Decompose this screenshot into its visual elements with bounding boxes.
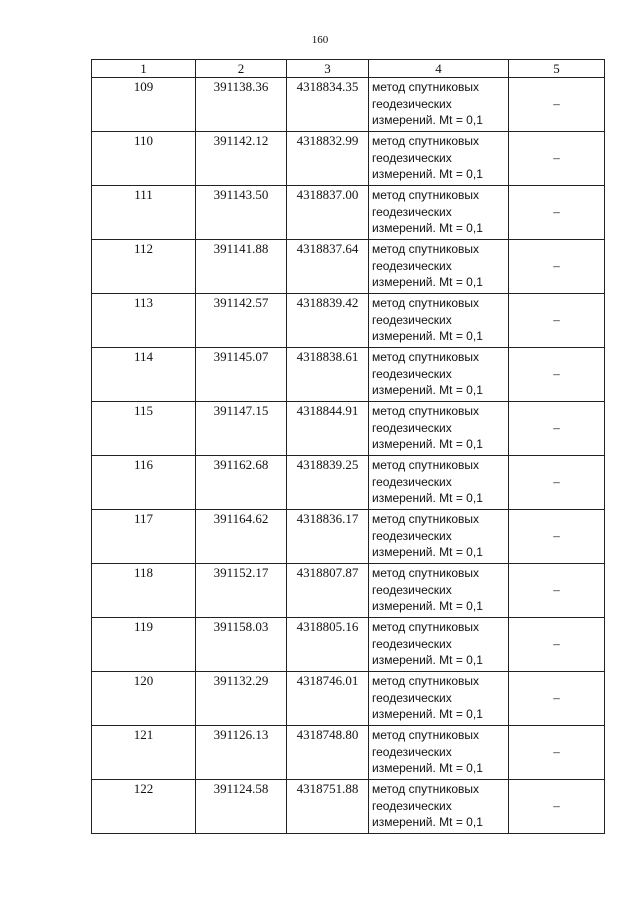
method-line: измерений. Mt = 0,1 [372, 275, 483, 289]
method-cell [369, 726, 509, 780]
point-number-cell: 121 [92, 726, 196, 780]
note-cell: – [509, 510, 605, 564]
method-cell [369, 510, 509, 564]
method-line: метод спутниковых [372, 458, 480, 472]
note-cell: – [509, 78, 605, 132]
x-coordinate-cell: 391164.62 [196, 510, 287, 564]
point-number-cell: 109 [92, 78, 196, 132]
y-coordinate-cell: 4318839.25 [287, 456, 369, 510]
method-cell [369, 240, 509, 294]
x-coordinate-cell: 391126.13 [196, 726, 287, 780]
method-line: измерений. Mt = 0,1 [372, 761, 483, 775]
table-row [92, 348, 605, 402]
y-coordinate-cell: 4318834.35 [287, 78, 369, 132]
note-cell: – [509, 240, 605, 294]
column-header-1: 1 [92, 60, 196, 78]
method-cell [369, 456, 509, 510]
method-cell [369, 780, 509, 834]
point-number-cell: 115 [92, 402, 196, 456]
note-cell: – [509, 132, 605, 186]
method-line: измерений. Mt = 0,1 [372, 221, 483, 235]
method-line: метод спутниковых [372, 404, 480, 418]
x-coordinate-cell: 391141.88 [196, 240, 287, 294]
y-coordinate-cell: 4318839.42 [287, 294, 369, 348]
x-coordinate-cell: 391147.15 [196, 402, 287, 456]
method-line: измерений. Mt = 0,1 [372, 707, 483, 721]
column-header-3: 3 [287, 60, 369, 78]
method-cell [369, 78, 509, 132]
table-row [92, 726, 605, 780]
column-header-5: 5 [509, 60, 605, 78]
method-line: метод спутниковых [372, 350, 480, 364]
point-number-cell: 116 [92, 456, 196, 510]
table-row [92, 186, 605, 240]
table-row [92, 78, 605, 132]
method-cell [369, 402, 509, 456]
method-line: измерений. Mt = 0,1 [372, 113, 483, 127]
table-row [92, 780, 605, 834]
point-number-cell: 117 [92, 510, 196, 564]
method-cell [369, 564, 509, 618]
y-coordinate-cell: 4318837.64 [287, 240, 369, 294]
x-coordinate-cell: 391145.07 [196, 348, 287, 402]
method-line: метод спутниковых [372, 80, 480, 94]
method-line: измерений. Mt = 0,1 [372, 167, 483, 181]
method-cell [369, 186, 509, 240]
method-line: метод спутниковых [372, 728, 480, 742]
method-cell [369, 672, 509, 726]
method-line: метод спутниковых [372, 674, 480, 688]
method-line: измерений. Mt = 0,1 [372, 653, 483, 667]
note-cell: – [509, 186, 605, 240]
method-cell [369, 618, 509, 672]
method-line: геодезических [372, 528, 452, 543]
table-row [92, 672, 605, 726]
method-line: метод спутниковых [372, 188, 480, 202]
table-row [92, 564, 605, 618]
note-cell: – [509, 780, 605, 834]
note-cell: – [509, 348, 605, 402]
table-row [92, 240, 605, 294]
method-line: измерений. Mt = 0,1 [372, 545, 483, 559]
x-coordinate-cell: 391138.36 [196, 78, 287, 132]
point-number-cell: 113 [92, 294, 196, 348]
method-cell [369, 132, 509, 186]
y-coordinate-cell: 4318751.88 [287, 780, 369, 834]
x-coordinate-cell: 391143.50 [196, 186, 287, 240]
method-line: измерений. Mt = 0,1 [372, 491, 483, 505]
method-cell [369, 294, 509, 348]
method-line: геодезических [372, 204, 452, 219]
method-line: метод спутниковых [372, 566, 480, 580]
method-line: геодезических [372, 690, 452, 705]
point-number-cell: 111 [92, 186, 196, 240]
x-coordinate-cell: 391132.29 [196, 672, 287, 726]
method-line: измерений. Mt = 0,1 [372, 437, 483, 451]
method-line: метод спутниковых [372, 134, 480, 148]
note-cell: – [509, 618, 605, 672]
method-line: геодезических [372, 582, 452, 597]
y-coordinate-cell: 4318844.91 [287, 402, 369, 456]
note-cell: – [509, 564, 605, 618]
method-line: метод спутниковых [372, 242, 480, 256]
method-line: метод спутниковых [372, 782, 480, 796]
method-line: метод спутниковых [372, 620, 480, 634]
point-number-cell: 112 [92, 240, 196, 294]
note-cell: – [509, 726, 605, 780]
note-cell: – [509, 402, 605, 456]
table-row [92, 456, 605, 510]
method-line: метод спутниковых [372, 296, 480, 310]
table-row [92, 618, 605, 672]
y-coordinate-cell: 4318807.87 [287, 564, 369, 618]
y-coordinate-cell: 4318837.00 [287, 186, 369, 240]
table-row [92, 402, 605, 456]
note-cell: – [509, 294, 605, 348]
method-line: геодезических [372, 150, 452, 165]
x-coordinate-cell: 391124.58 [196, 780, 287, 834]
column-header-2: 2 [196, 60, 287, 78]
method-line: измерений. Mt = 0,1 [372, 329, 483, 343]
method-line: геодезических [372, 474, 452, 489]
method-line: геодезических [372, 798, 452, 813]
method-line: измерений. Mt = 0,1 [372, 383, 483, 397]
y-coordinate-cell: 4318746.01 [287, 672, 369, 726]
y-coordinate-cell: 4318838.61 [287, 348, 369, 402]
method-line: геодезических [372, 258, 452, 273]
method-cell [369, 348, 509, 402]
method-line: измерений. Mt = 0,1 [372, 815, 483, 829]
method-line: геодезических [372, 420, 452, 435]
x-coordinate-cell: 391142.57 [196, 294, 287, 348]
method-line: геодезических [372, 96, 452, 111]
table-row [92, 510, 605, 564]
x-coordinate-cell: 391152.17 [196, 564, 287, 618]
table-row [92, 132, 605, 186]
point-number-cell: 120 [92, 672, 196, 726]
page-number: 160 [311, 34, 329, 46]
table-header-row [92, 60, 605, 78]
y-coordinate-cell: 4318832.99 [287, 132, 369, 186]
coordinates-table [91, 59, 605, 834]
table-row [92, 294, 605, 348]
point-number-cell: 119 [92, 618, 196, 672]
column-header-4: 4 [369, 60, 509, 78]
method-line: геодезических [372, 366, 452, 381]
method-line: геодезических [372, 312, 452, 327]
point-number-cell: 114 [92, 348, 196, 402]
point-number-cell: 118 [92, 564, 196, 618]
x-coordinate-cell: 391158.03 [196, 618, 287, 672]
note-cell: – [509, 456, 605, 510]
point-number-cell: 122 [92, 780, 196, 834]
point-number-cell: 110 [92, 132, 196, 186]
note-cell: – [509, 672, 605, 726]
method-line: геодезических [372, 744, 452, 759]
method-line: геодезических [372, 636, 452, 651]
y-coordinate-cell: 4318836.17 [287, 510, 369, 564]
x-coordinate-cell: 391162.68 [196, 456, 287, 510]
y-coordinate-cell: 4318805.16 [287, 618, 369, 672]
y-coordinate-cell: 4318748.80 [287, 726, 369, 780]
x-coordinate-cell: 391142.12 [196, 132, 287, 186]
method-line: метод спутниковых [372, 512, 480, 526]
method-line: измерений. Mt = 0,1 [372, 599, 483, 613]
